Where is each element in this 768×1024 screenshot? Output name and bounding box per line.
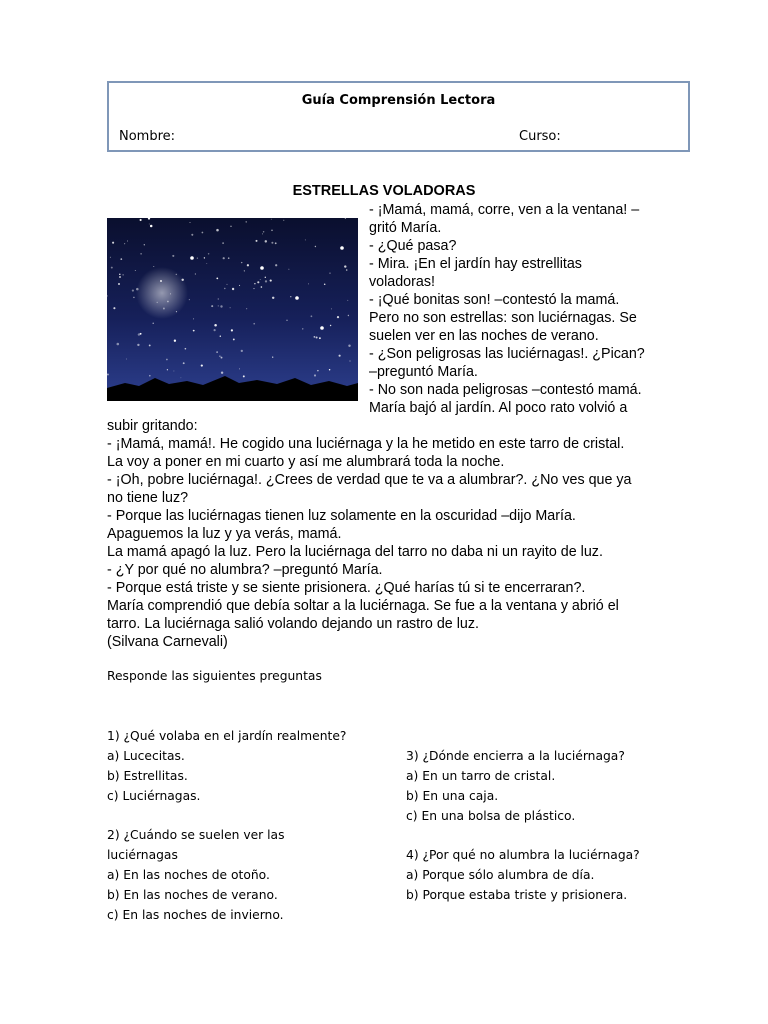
curso-label: Curso: bbox=[519, 129, 561, 144]
story-line: - ¡Mamá, mamá, corre, ven a la ventana! – bbox=[369, 202, 640, 218]
question-prompt: 4) ¿Por qué no alumbra la luciérnaga? bbox=[406, 848, 640, 862]
story-line: tarro. La luciérnaga salió volando dejando un rastro de luz. bbox=[107, 616, 479, 632]
story-line: gritó María. bbox=[369, 220, 442, 236]
answer-option: b) Estrellitas. bbox=[107, 769, 188, 783]
story-line: (Silvana Carnevali) bbox=[107, 634, 228, 650]
question-prompt: 2) ¿Cuándo se suelen ver las bbox=[107, 828, 285, 842]
question-prompt: luciérnagas bbox=[107, 848, 178, 862]
story-line: Apaguemos la luz y ya verás, mamá. bbox=[107, 526, 342, 542]
answer-option: a) En un tarro de cristal. bbox=[406, 769, 556, 783]
story-line: - Porque está triste y se siente prisionera. ¿Qué harías tú si te encerraran?. bbox=[107, 580, 586, 596]
story-line: no tiene luz? bbox=[107, 490, 189, 506]
story-title: ESTRELLAS VOLADORAS bbox=[292, 183, 476, 199]
nombre-label: Nombre: bbox=[119, 129, 176, 144]
story-line: voladoras! bbox=[369, 274, 435, 290]
answer-option: c) Luciérnagas. bbox=[107, 789, 201, 803]
question-prompt: 3) ¿Dónde encierra a la luciérnaga? bbox=[406, 749, 625, 763]
answer-option: b) En una caja. bbox=[406, 789, 499, 803]
story-line: - Mira. ¡En el jardín hay estrellitas bbox=[369, 256, 582, 272]
header-box bbox=[107, 81, 690, 152]
story-line: - ¡Oh, pobre luciérnaga!. ¿Crees de verdad que te va a alumbrar?. ¿No ves que ya bbox=[107, 472, 632, 488]
answer-option: a) En las noches de otoño. bbox=[107, 868, 270, 882]
answer-option: a) Porque sólo alumbra de día. bbox=[406, 868, 595, 882]
story-line: María comprendió que debía soltar a la luciérnaga. Se fue a la ventana y abrió el bbox=[107, 598, 619, 614]
instructions: Responde las siguientes preguntas bbox=[107, 669, 322, 683]
story-line: María bajó al jardín. Al poco rato volvió a bbox=[369, 400, 628, 416]
story-line: –preguntó María. bbox=[369, 364, 478, 380]
story-line: La voy a poner en mi cuarto y así me alumbrará toda la noche. bbox=[107, 454, 505, 470]
story-line: Pero no son estrellas: son luciérnagas. Se bbox=[369, 310, 637, 326]
night-sky-moon-icon bbox=[107, 218, 358, 401]
answer-option: c) En las noches de invierno. bbox=[107, 908, 284, 922]
story-line: La mamá apagó la luz. Pero la luciérnaga del tarro no daba ni un rayito de luz. bbox=[107, 544, 603, 560]
story-line: subir gritando: bbox=[107, 418, 198, 434]
story-line: - ¿Y por qué no alumbra? –preguntó María. bbox=[107, 562, 383, 578]
story-line: - No son nada peligrosas –contestó mamá. bbox=[369, 382, 642, 398]
question-prompt: 1) ¿Qué volaba en el jardín realmente? bbox=[107, 729, 347, 743]
story-line: - ¿Son peligrosas las luciérnagas!. ¿Pican? bbox=[369, 346, 645, 362]
story-line: - ¿Qué pasa? bbox=[369, 238, 457, 254]
answer-option: b) Porque estaba triste y prisionera. bbox=[406, 888, 628, 902]
answer-option: b) En las noches de verano. bbox=[107, 888, 278, 902]
story-line: suelen ver en las noches de verano. bbox=[369, 328, 599, 344]
answer-option: c) En una bolsa de plástico. bbox=[406, 809, 576, 823]
worksheet-title: Guía Comprensión Lectora bbox=[301, 93, 496, 108]
story-line: - ¡Mamá, mamá!. He cogido una luciérnaga y la he metido en este tarro de cristal. bbox=[107, 436, 625, 452]
story-line: - Porque las luciérnagas tienen luz solamente en la oscuridad –dijo María. bbox=[107, 508, 576, 524]
story-line: - ¡Qué bonitas son! –contestó la mamá. bbox=[369, 292, 620, 308]
answer-option: a) Lucecitas. bbox=[107, 749, 185, 763]
